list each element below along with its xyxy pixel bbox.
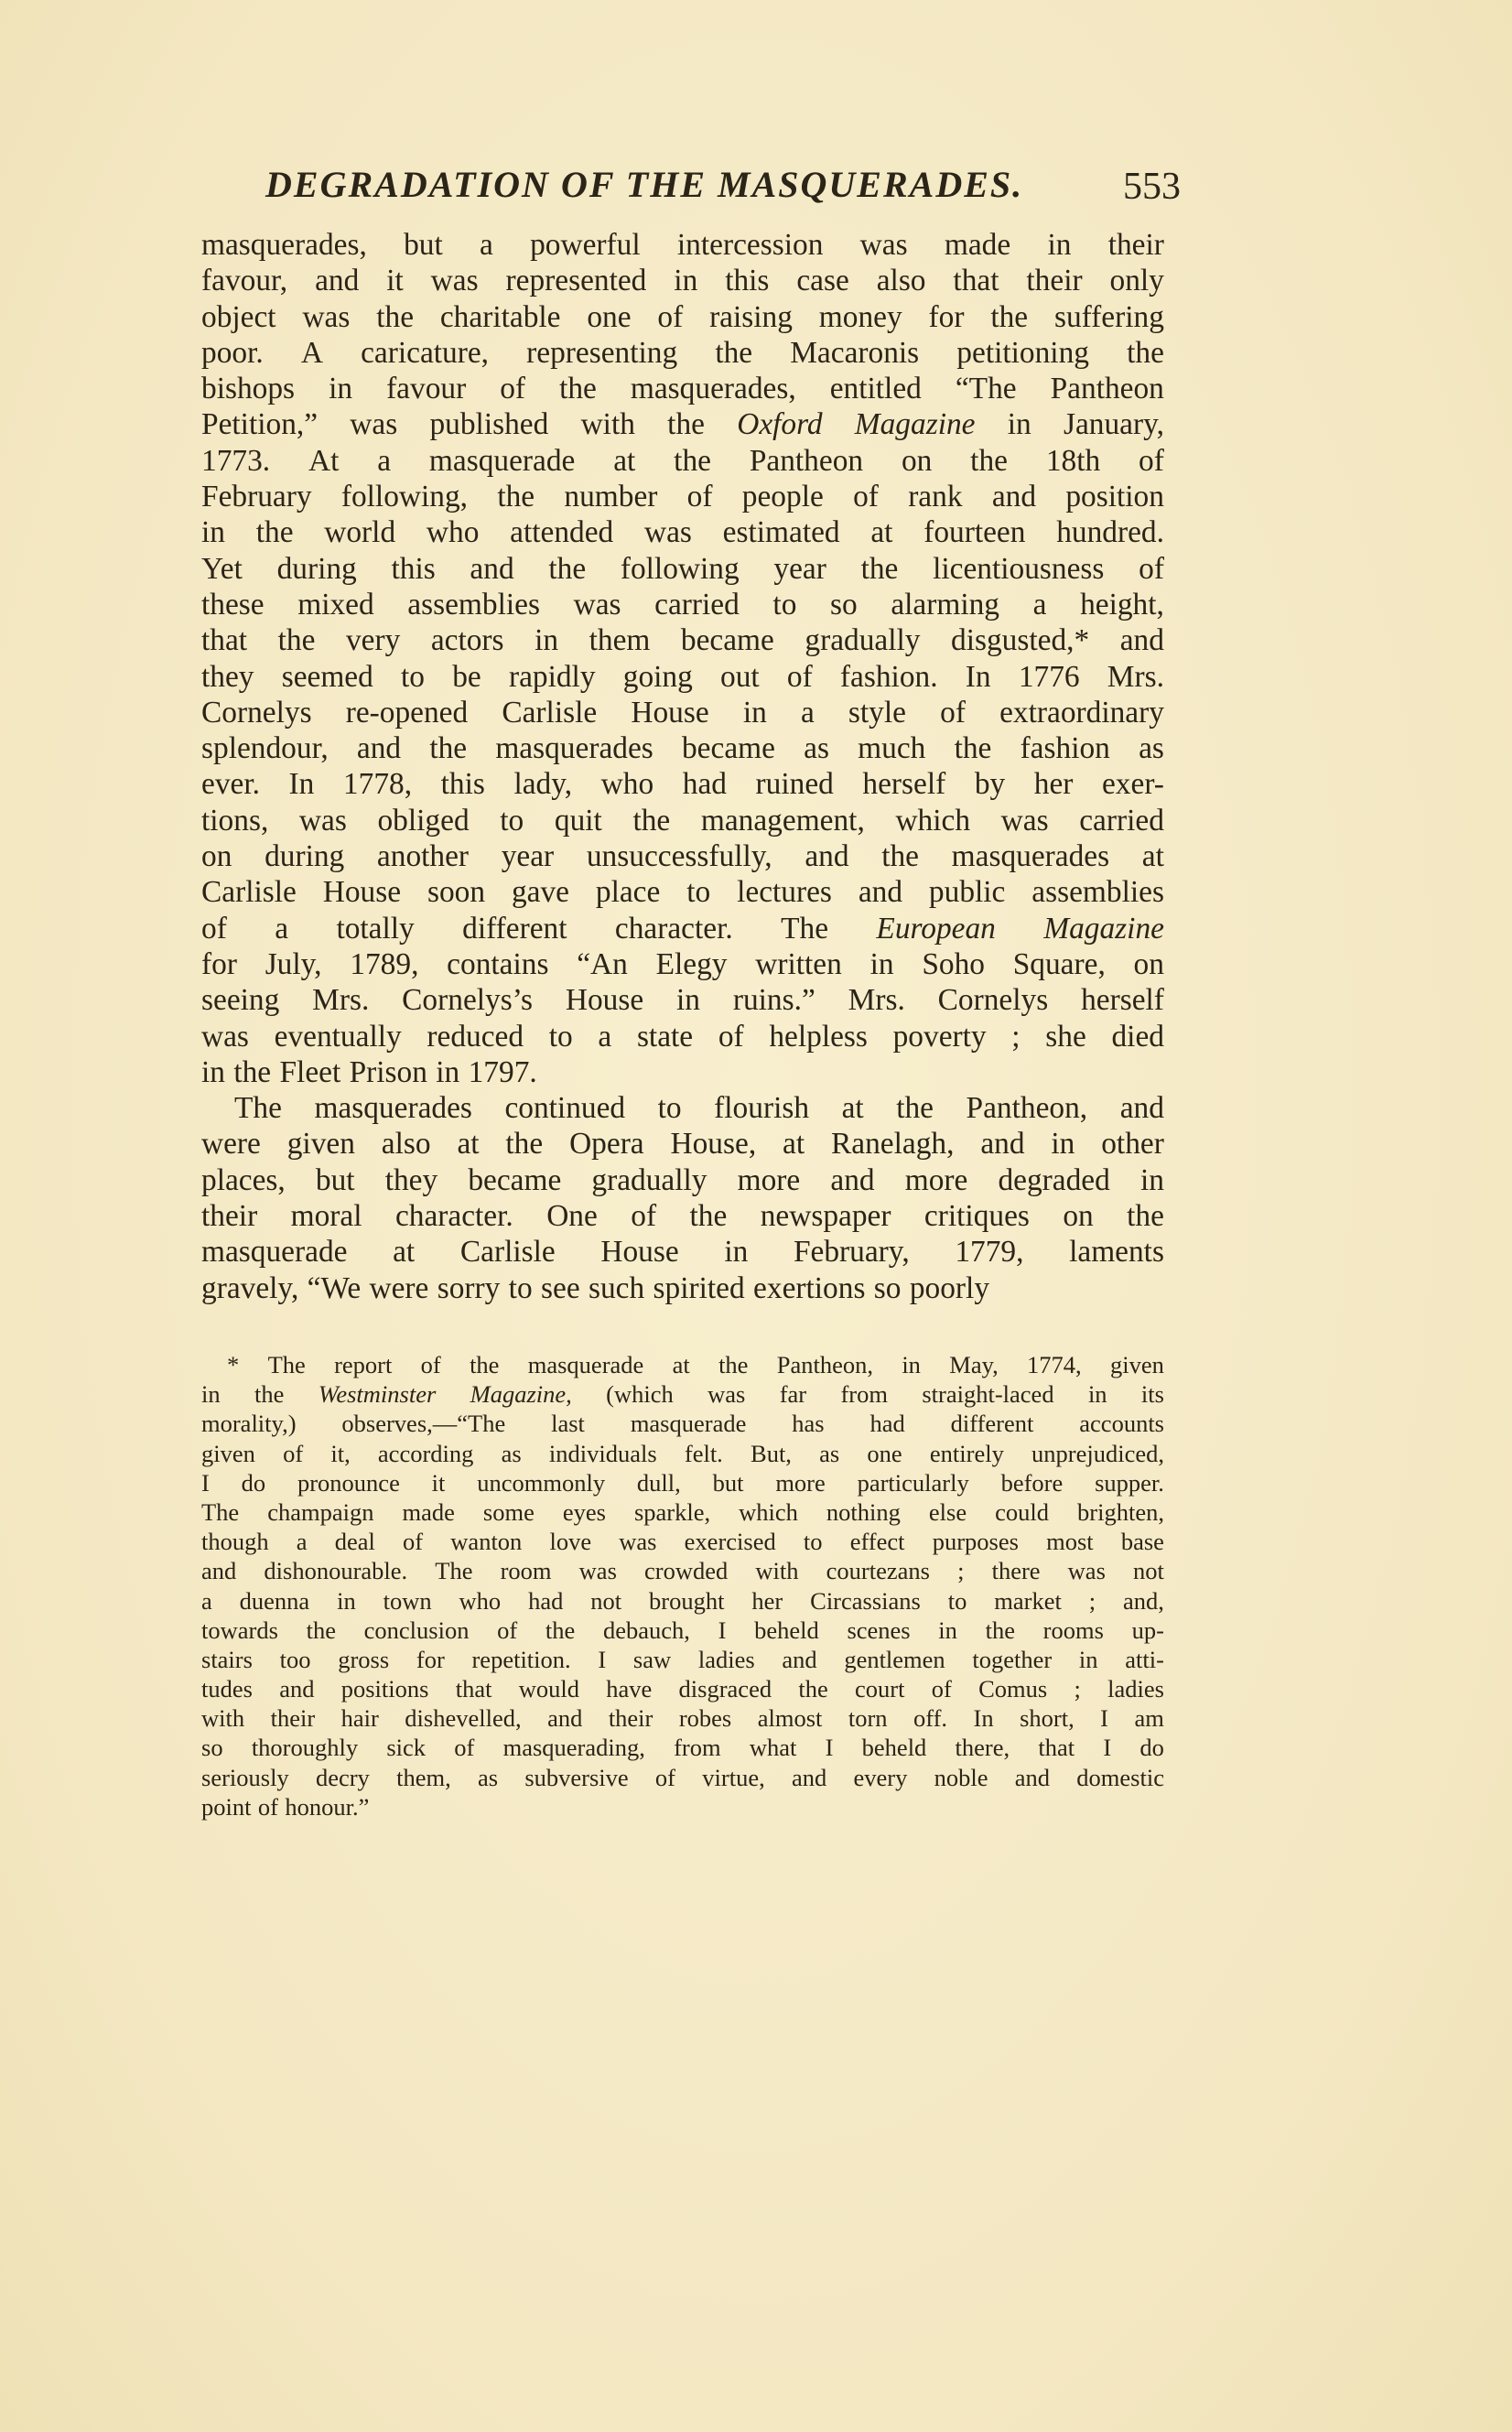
body-line: Yet during this and the following year the licentiousness of bbox=[201, 551, 1164, 586]
footnote-line: with their hair dishevelled, and their robes almost torn off. In short, I am bbox=[201, 1704, 1164, 1733]
body-line: was eventually reduced to a state of helpless poverty ; she died bbox=[201, 1019, 1164, 1054]
footnote-line: The champaign made some eyes sparkle, which nothing else could brighten, bbox=[201, 1497, 1164, 1526]
footnote-line: a duenna in town who had not brought her Circassians to market ; and, bbox=[201, 1586, 1164, 1615]
footnote-line: so thoroughly sick of masquerading, from what I beheld there, that I do bbox=[201, 1734, 1164, 1762]
footnote-line: tudes and positions that would have disgraced the court of Comus ; ladies bbox=[201, 1675, 1164, 1703]
body-line: Petition,” was published with the Oxford Magazine in January, bbox=[201, 407, 1164, 442]
footnote-line: * The report of the masquerade at the Pantheon, in May, 1774, given bbox=[227, 1351, 1164, 1378]
running-title: DEGRADATION OF THE MASQUERADES. bbox=[265, 164, 1024, 205]
body-line: places, but they became gradually more and more degraded in bbox=[201, 1162, 1164, 1197]
body-line: splendour, and the masquerades became as much the fashion as bbox=[201, 731, 1164, 766]
body-line: were given also at the Opera House, at Ranelagh, and in other bbox=[201, 1127, 1164, 1162]
footnote bbox=[201, 1350, 1164, 1821]
body-line: Carlisle House soon gave place to lectures and public assemblies bbox=[201, 875, 1164, 910]
body-line: 1773. At a masquerade at the Pantheon on the 18th of bbox=[201, 443, 1164, 478]
body-line: masquerades, but a powerful intercession was made in their bbox=[201, 228, 1164, 262]
footnote-line: seriously decry them, as subversive of virtue, and every noble and domestic bbox=[201, 1763, 1164, 1791]
body-line: for July, 1789, contains “An Elegy written in Soho Square, on bbox=[201, 946, 1164, 981]
body-line: Cornelys re-opened Carlisle House in a style of extraordinary bbox=[201, 695, 1164, 730]
body-line: masquerade at Carlisle House in February, 1779, laments bbox=[201, 1235, 1164, 1270]
body-line: these mixed assemblies was carried to so alarming a height, bbox=[201, 587, 1164, 622]
body-line: bishops in favour of the masquerades, entitled “The Pantheon bbox=[201, 372, 1164, 406]
footnote-line: point of honour.” bbox=[201, 1792, 370, 1821]
footnote-line: in the Westminster Magazine, (which was far from straight-laced in its bbox=[201, 1380, 1164, 1409]
footnote-line: I do pronounce it uncommonly dull, but more particularly before supper. bbox=[201, 1468, 1164, 1497]
footnote-line: towards the conclusion of the debauch, I beheld scenes in the rooms up- bbox=[201, 1616, 1164, 1644]
footnote-line: and dishonourable. The room was crowded with courtezans ; there was not bbox=[201, 1557, 1164, 1585]
body-line: in the Fleet Prison in 1797. bbox=[201, 1054, 537, 1089]
body-line: tions, was obliged to quit the management, which was carried bbox=[201, 803, 1164, 838]
body-line: in the world who attended was estimated at fourteen hundred. bbox=[201, 515, 1164, 550]
body-line: poor. A caricature, representing the Macaronis petitioning the bbox=[201, 335, 1164, 370]
body-line: ever. In 1778, this lady, who had ruined herself by her exer- bbox=[201, 767, 1164, 802]
body-line: of a totally different character. The European Magazine bbox=[201, 911, 1164, 946]
body-line: gravely, “We were sorry to see such spirited exertions so poorly bbox=[201, 1270, 990, 1305]
running-head bbox=[265, 163, 1181, 218]
body-line: their moral character. One of the newspaper critiques on the bbox=[201, 1199, 1164, 1234]
body-line: favour, and it was represented in this case also that their only bbox=[201, 264, 1164, 298]
body-line: object was the charitable one of raising money for the suffering bbox=[201, 299, 1164, 334]
body-line: they seemed to be rapidly going out of fashion. In 1776 Mrs. bbox=[201, 659, 1164, 694]
body-line: February following, the number of people of rank and position bbox=[201, 480, 1164, 514]
body-text bbox=[201, 227, 1164, 1306]
footnote-line: though a deal of wanton love was exercised to effect purposes most base bbox=[201, 1528, 1164, 1556]
footnote-line: given of it, according as individuals felt. But, as one entirely unprejudiced, bbox=[201, 1439, 1164, 1467]
page-number: 553 bbox=[1123, 166, 1181, 208]
body-line: on during another year unsuccessfully, and the masquerades at bbox=[201, 839, 1164, 874]
footnote-line: morality,) observes,—“The last masquerade has had different accounts bbox=[201, 1410, 1164, 1438]
footnote-line: stairs too gross for repetition. I saw ladies and gentlemen together in atti- bbox=[201, 1645, 1164, 1673]
body-line: that the very actors in them became gradually disgusted,* and bbox=[201, 623, 1164, 658]
body-line: The masquerades continued to flourish at the Pantheon, and bbox=[234, 1091, 1164, 1126]
body-line: seeing Mrs. Cornelys’s House in ruins.” Mrs. Cornelys herself bbox=[201, 983, 1164, 1018]
